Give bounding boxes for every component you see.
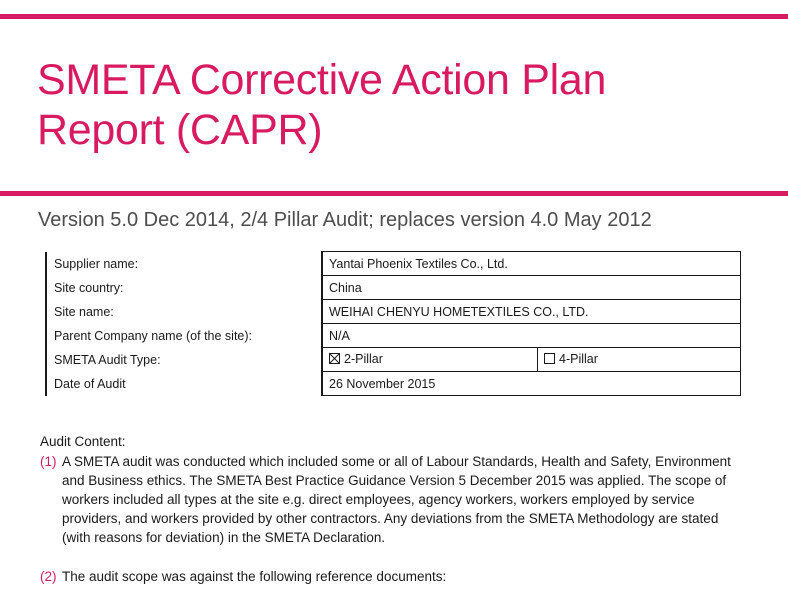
supplier-label: Supplier name: <box>46 252 322 276</box>
list-item <box>40 567 740 586</box>
table-row <box>46 300 741 324</box>
item-2-number: (2) <box>40 569 57 584</box>
checkbox-2-pillar-checked[interactable] <box>329 353 340 364</box>
checkbox-4-pillar[interactable] <box>544 353 555 364</box>
site-name-value: WEIHAI CHENYU HOMETEXTILES CO., LTD. <box>322 300 741 324</box>
list-item <box>40 452 740 547</box>
table-row <box>46 348 741 372</box>
item-1-text: A SMETA audit was conducted which included some or all of Labour Standards, Health and Safety, Environment and Business ethics. The SMETA Best Practice Guidance Version 5 December 2015 was applied. The scope of workers included all types at the site e.g. direct employees, agency workers, workers employed by service providers, and workers provided by other contractors. Any deviations from the SMETA Methodology are stated (with reasons for deviation) in the SMETA Declaration. <box>62 454 731 545</box>
title-divider-rule <box>0 191 788 196</box>
country-label: Site country: <box>46 276 322 300</box>
audit-content-heading: Audit Content: <box>40 434 126 449</box>
table-row <box>46 372 741 396</box>
parent-company-label: Parent Company name (of the site): <box>46 324 322 348</box>
option-4-pillar-label: 4-Pillar <box>559 351 598 366</box>
date-of-audit-label: Date of Audit <box>46 372 322 396</box>
parent-company-value: N/A <box>322 324 741 348</box>
option-4-pillar-cell <box>538 348 741 372</box>
page-title <box>37 55 777 155</box>
title-line-2: Report (CAPR) <box>37 106 323 154</box>
version-subtitle: Version 5.0 Dec 2014, 2/4 Pillar Audit; replaces version 4.0 May 2012 <box>38 209 652 231</box>
item-2-text: The audit scope was against the following reference documents: <box>62 569 447 584</box>
top-accent-rule <box>0 14 788 19</box>
audit-content-section <box>40 432 740 586</box>
table-row <box>46 276 741 300</box>
site-name-label: Site name: <box>46 300 322 324</box>
date-of-audit-value: 26 November 2015 <box>322 372 741 396</box>
table-row <box>46 324 741 348</box>
audit-info-table <box>45 251 741 396</box>
supplier-value: Yantai Phoenix Textiles Co., Ltd. <box>322 252 741 276</box>
country-value: China <box>322 276 741 300</box>
option-2-pillar-label: 2-Pillar <box>344 351 383 366</box>
table-row <box>46 252 741 276</box>
option-2-pillar-cell <box>322 348 538 372</box>
audit-type-label: SMETA Audit Type: <box>46 348 322 372</box>
title-line-1: SMETA Corrective Action Plan <box>37 56 607 104</box>
item-1-number: (1) <box>40 454 57 469</box>
